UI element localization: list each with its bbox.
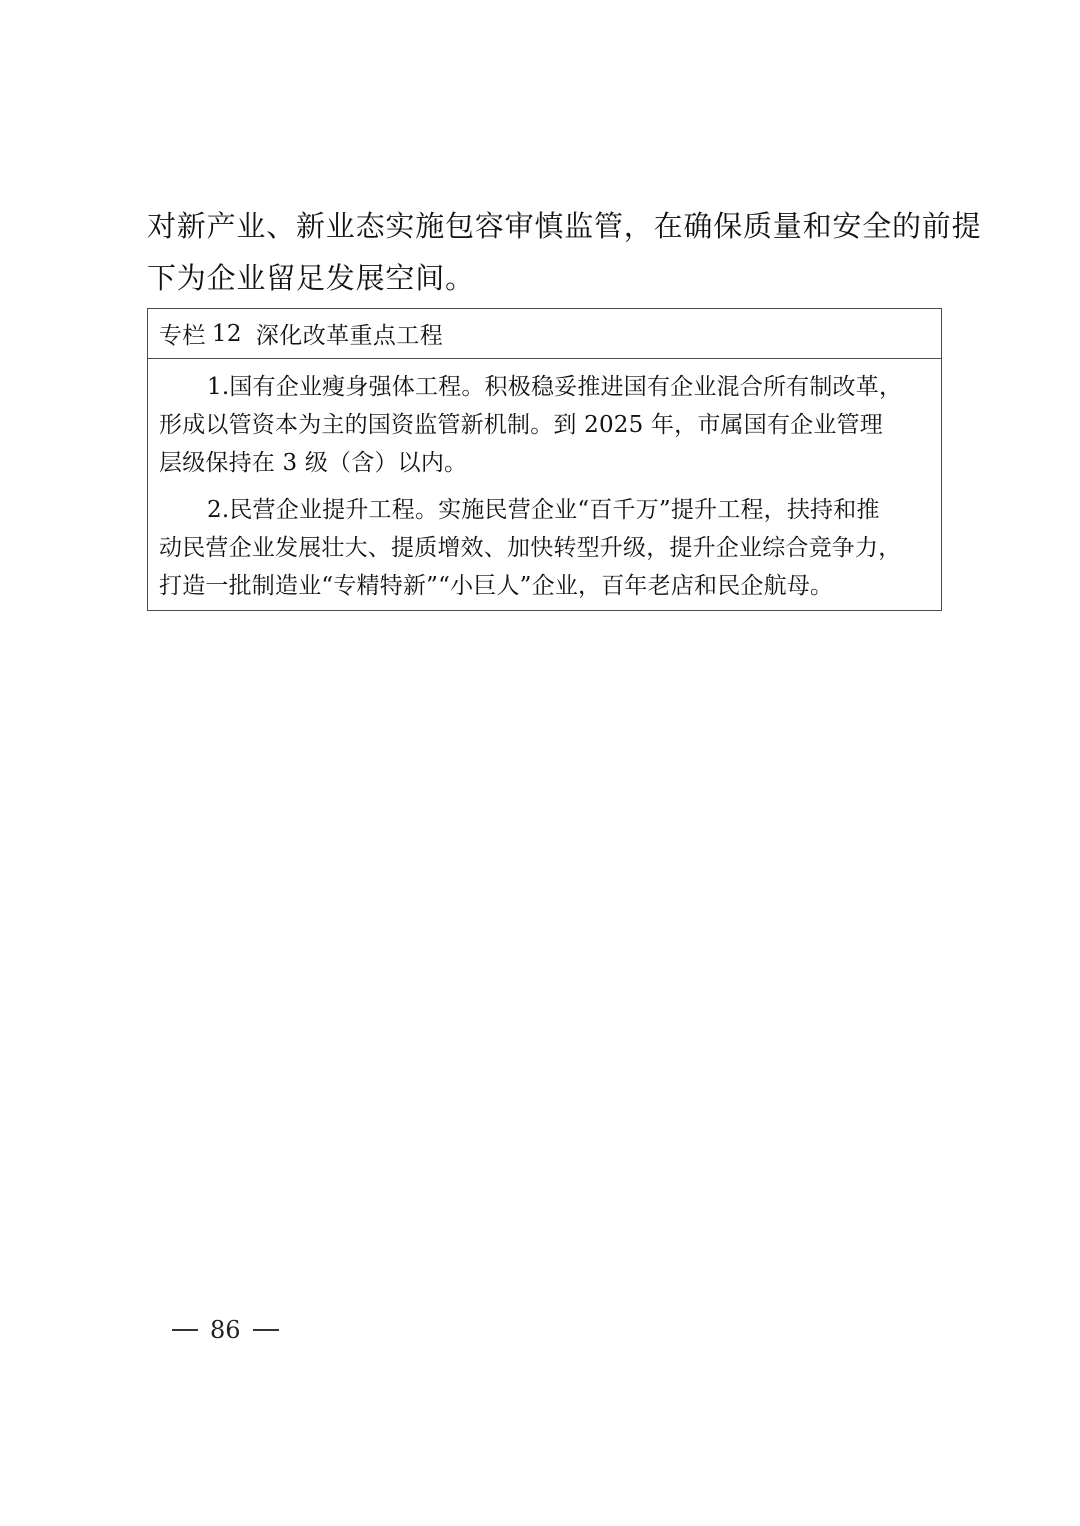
page-number-value: 86 <box>210 1316 241 1344</box>
column-item-soe-reform <box>159 368 931 482</box>
body-line: 对新产业、新业态实施包容审慎监管，在确保质量和安全的前提 <box>147 209 982 243</box>
right-dash <box>253 1329 279 1331</box>
column-item-private-enterprise <box>159 491 931 605</box>
item-line: 1.国有企业瘦身强体工程。积极稳妥推进国有企业混合所有制改革， <box>207 374 903 400</box>
body-paragraph <box>147 200 982 304</box>
item-line: 形成以管资本为主的国资监管新机制。到 2025 年，市属国有企业管理 <box>159 412 883 438</box>
body-line: 下为企业留足发展空间。 <box>147 261 475 295</box>
column-header <box>148 309 941 359</box>
item-line: 层级保持在 3 级（含）以内。 <box>159 450 468 476</box>
item-line: 打造一批制造业“专精特新”“小巨人”企业，百年老店和民企航母。 <box>159 573 834 599</box>
item-line: 动民营企业发展壮大、提质增效、加快转型升级，提升企业综合竞争力， <box>159 535 902 561</box>
special-column-box <box>147 308 942 611</box>
column-label: 专栏 <box>159 323 206 349</box>
column-title: 深化改革重点工程 <box>255 323 444 349</box>
left-dash <box>172 1329 198 1331</box>
column-content <box>148 359 941 605</box>
column-number: 12 <box>211 320 242 347</box>
page-number <box>172 1314 279 1346</box>
item-line: 2.民营企业提升工程。实施民营企业“百千万”提升工程，扶持和推 <box>207 497 880 523</box>
